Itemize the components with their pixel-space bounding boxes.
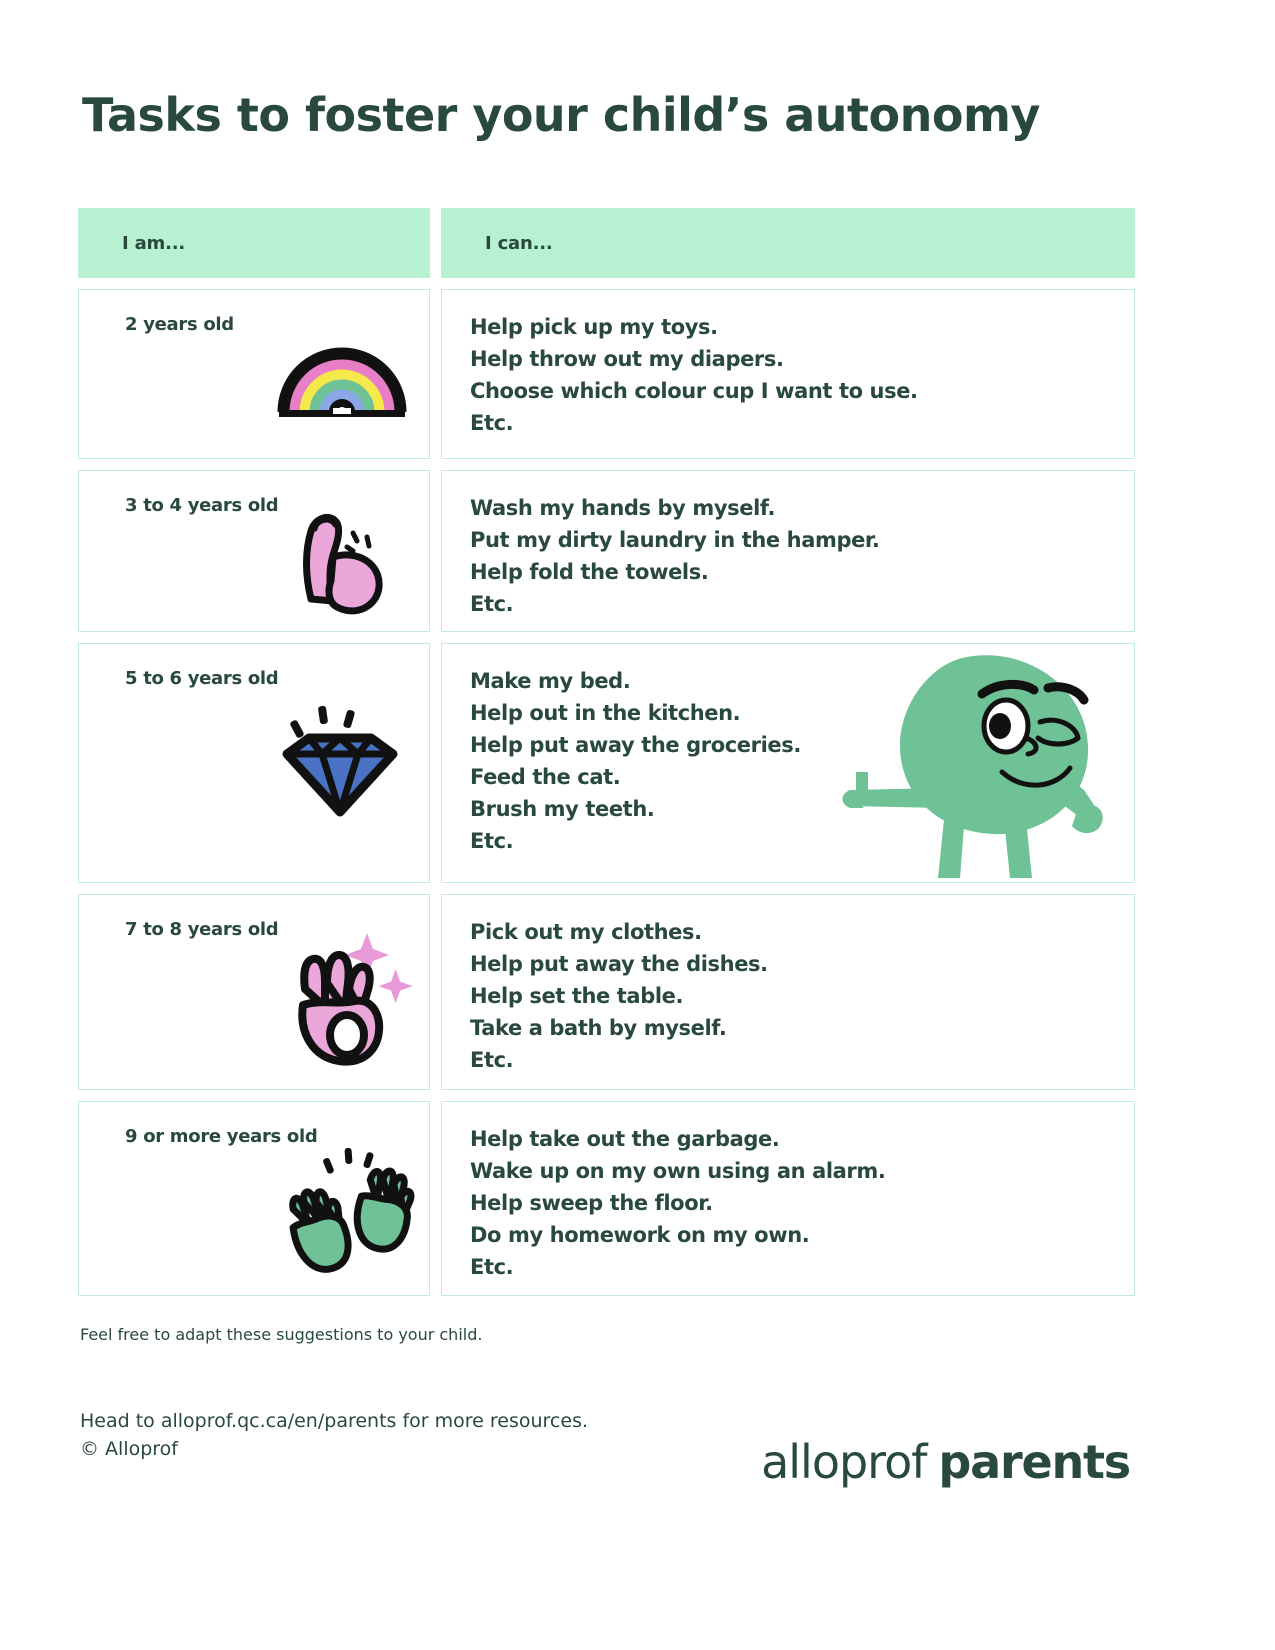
page-title: Tasks to foster your child’s autonomy: [82, 88, 1040, 142]
tasks-list: [442, 471, 1134, 639]
age-cell: [78, 1101, 430, 1296]
task-item: Etc.: [470, 410, 514, 435]
page-footer: [80, 1408, 1190, 1490]
header-cell-i-can: [441, 208, 1135, 278]
ok-hand-icon: [275, 915, 425, 1075]
task-item: Etc.: [470, 1254, 514, 1279]
age-label: 3 to 4 years old: [125, 495, 279, 516]
task-item: Help out in the kitchen.: [470, 700, 741, 725]
task-item: Take a bath by myself.: [470, 1015, 727, 1040]
flexed-biceps-icon: [275, 503, 405, 613]
age-cell: [78, 470, 430, 632]
task-item: Help sweep the floor.: [470, 1190, 713, 1215]
tasks-cell: [441, 289, 1135, 459]
rainbow-icon: [277, 332, 407, 442]
task-item: Pick out my clothes.: [470, 920, 702, 944]
tasks-list: [442, 290, 1134, 458]
adaptation-note: Feel free to adapt these suggestions to your child.: [80, 1325, 483, 1344]
tasks-list: [442, 1102, 1134, 1302]
tasks-cell: [441, 1101, 1135, 1296]
task-item: Wake up on my own using an alarm.: [470, 1158, 886, 1183]
logo-alloprof-text: alloprof: [761, 1435, 927, 1490]
table-header-row: [78, 208, 1135, 278]
tasks-table: [78, 208, 1135, 1307]
task-item: Make my bed.: [470, 669, 631, 693]
task-item: Help set the table.: [470, 983, 684, 1008]
task-item: Do my homework on my own.: [470, 1222, 810, 1247]
footer-text-block: [80, 1408, 588, 1463]
task-item: Etc.: [470, 591, 514, 616]
task-item: Help throw out my diapers.: [470, 346, 784, 371]
task-item: Feed the cat.: [470, 764, 621, 789]
age-cell: [78, 894, 430, 1090]
tasks-cell: [441, 894, 1135, 1090]
task-item: Put my dirty laundry in the hamper.: [470, 527, 880, 552]
task-item: Brush my teeth.: [470, 796, 655, 821]
task-item: Help fold the towels.: [470, 559, 709, 584]
alloprof-parents-logo: [761, 1435, 1130, 1489]
table-row: [78, 894, 1135, 1090]
tasks-cell: [441, 643, 1135, 883]
tasks-list: [442, 644, 1134, 875]
age-cell: [78, 289, 430, 459]
age-label: 5 to 6 years old: [125, 668, 279, 689]
task-item: Wash my hands by myself.: [470, 496, 776, 520]
table-row: [78, 470, 1135, 632]
task-item: Help put away the groceries.: [470, 732, 801, 757]
task-item: Etc.: [470, 1047, 514, 1072]
table-row: [78, 643, 1135, 883]
logo-parents-text: parents: [938, 1435, 1130, 1490]
task-item: Help take out the garbage.: [470, 1127, 780, 1151]
header-cell-i-am: [78, 208, 430, 278]
age-cell: [78, 643, 430, 883]
raising-hands-icon: [269, 1142, 419, 1282]
footer-resources-line: Head to alloprof.qc.ca/en/parents for more resources.: [80, 1410, 589, 1432]
table-row: [78, 289, 1135, 459]
table-row: [78, 1101, 1135, 1296]
tasks-cell: [441, 470, 1135, 632]
header-label-i-am: I am...: [122, 232, 185, 254]
task-item: Help put away the dishes.: [470, 951, 768, 976]
task-item: Etc.: [470, 828, 514, 853]
age-label: 9 or more years old: [125, 1126, 318, 1147]
age-label: 2 years old: [125, 314, 234, 335]
footer-copyright-line: © Alloprof: [80, 1437, 178, 1460]
task-item: Help pick up my toys.: [470, 315, 718, 339]
gem-stone-icon: [265, 692, 415, 822]
age-label: 7 to 8 years old: [125, 919, 279, 940]
header-label-i-can: I can...: [485, 232, 553, 254]
tasks-list: [442, 895, 1134, 1095]
task-item: Choose which colour cup I want to use.: [470, 378, 918, 403]
